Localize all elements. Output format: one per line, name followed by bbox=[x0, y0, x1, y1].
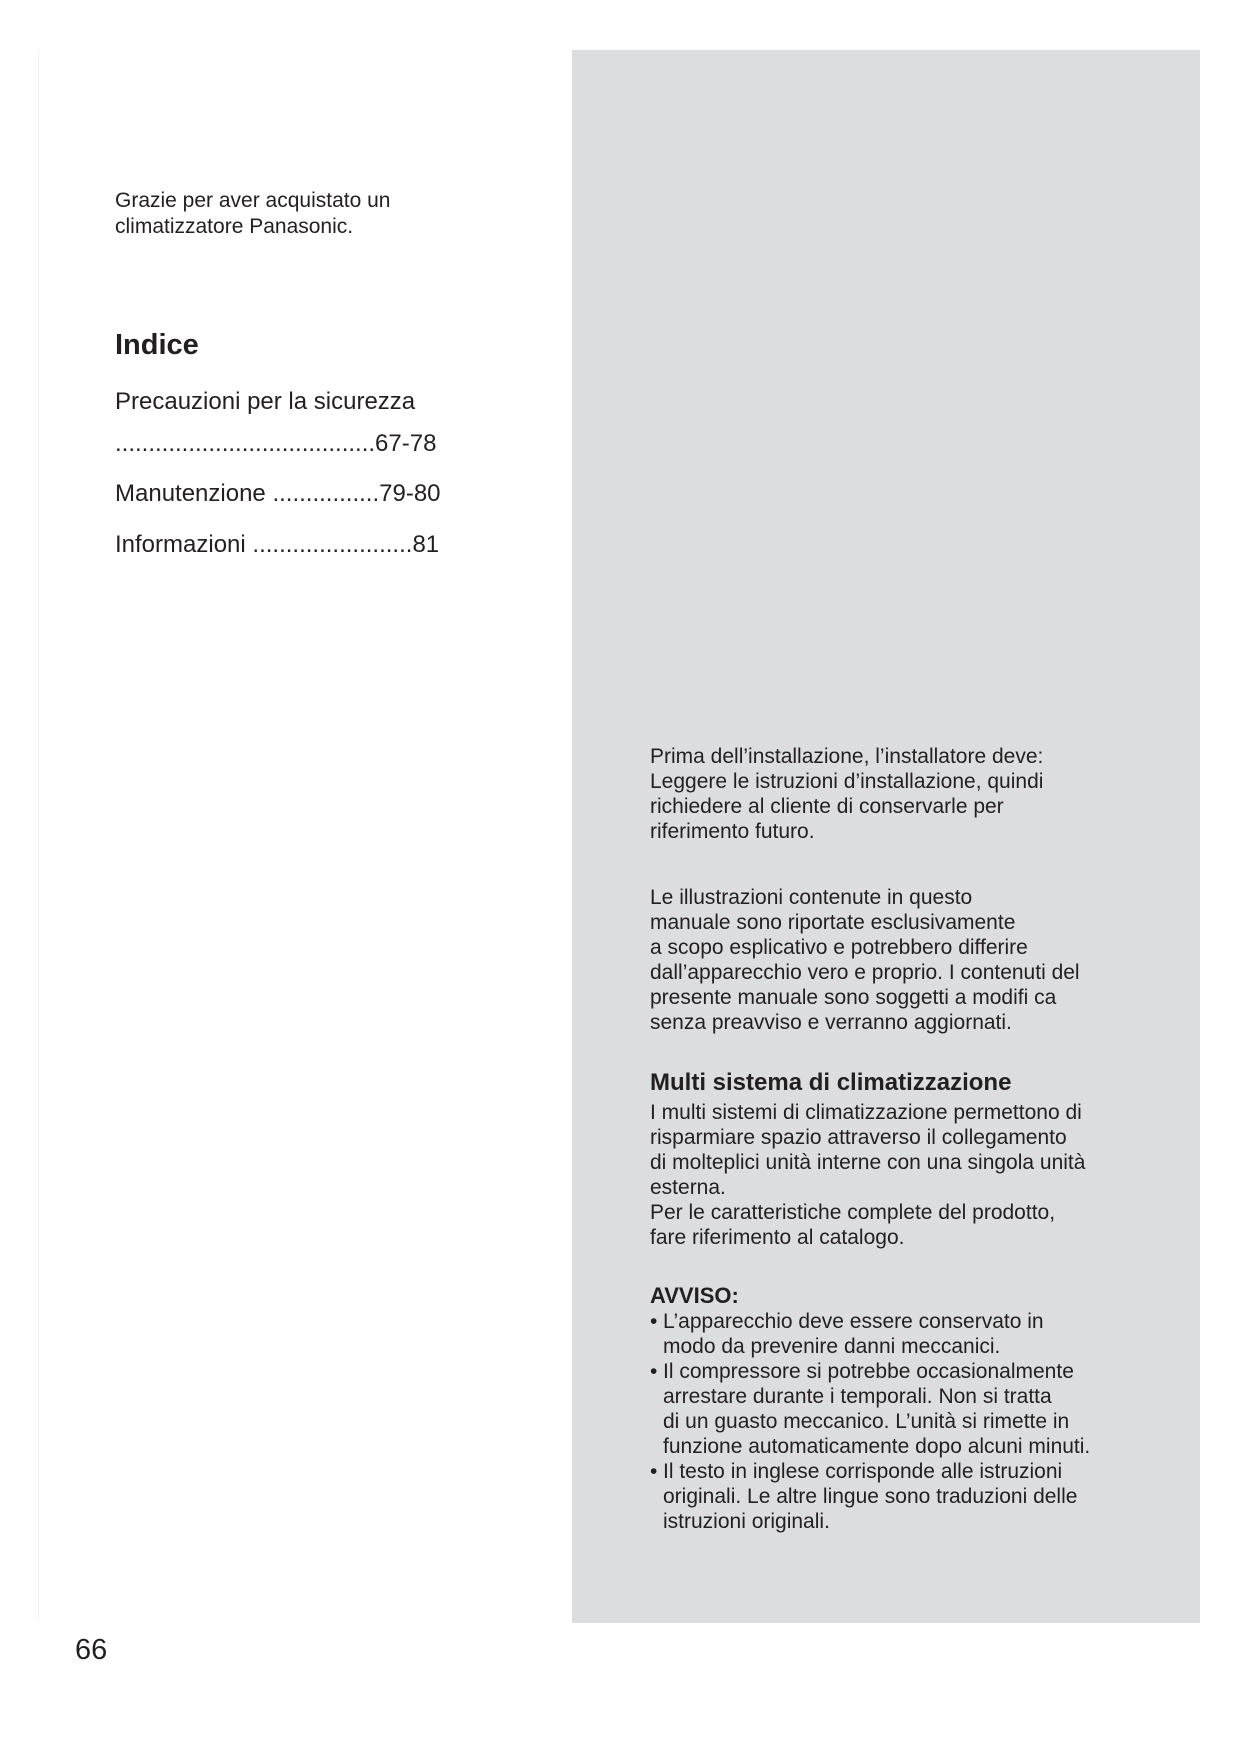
index-title: Indice bbox=[115, 329, 199, 361]
paragraph-line: Per le caratteristiche complete del prodotto, bbox=[650, 1201, 1056, 1224]
paragraph-line: senza preavviso e verranno aggiornati. bbox=[650, 1011, 1012, 1034]
toc-item-label: Informazioni bbox=[115, 531, 246, 558]
notice-list bbox=[650, 1309, 1150, 1534]
paragraph-line: Prima dell’installazione, l’installatore deve: bbox=[650, 745, 1044, 768]
notice-item bbox=[650, 1359, 1150, 1459]
notice-line: modo da prevenire danni meccanici. bbox=[663, 1335, 1001, 1358]
toc-item-maintenance bbox=[115, 478, 441, 510]
page-number: 66 bbox=[75, 1634, 108, 1666]
notice-line: Il compressore si potrebbe occasionalmente bbox=[663, 1360, 1074, 1383]
paragraph-line: dall’apparecchio vero e proprio. I contenuti del bbox=[650, 961, 1080, 984]
notice-line: arrestare durante i temporali. Non si tratta bbox=[663, 1385, 1052, 1408]
paragraph-line: a scopo esplicativo e potrebbero differire bbox=[650, 936, 1028, 959]
paragraph-line: presente manuale sono soggetti a modifi ca bbox=[650, 986, 1057, 1009]
intro-line: Grazie per aver acquistato un bbox=[115, 189, 391, 212]
toc-item-information bbox=[115, 529, 439, 561]
toc-item-safety bbox=[115, 386, 475, 460]
toc-item-pages: ........................81 bbox=[252, 531, 440, 558]
installer-paragraph bbox=[650, 744, 1150, 844]
notice-line: istruzioni originali. bbox=[663, 1510, 830, 1533]
paragraph-line: manuale sono riportate esclusivamente bbox=[650, 911, 1016, 934]
illustrations-paragraph bbox=[650, 885, 1150, 1035]
paragraph-line: Leggere le istruzioni d’installazione, quindi bbox=[650, 770, 1044, 793]
paragraph-line: Le illustrazioni contenute in questo bbox=[650, 886, 973, 909]
paragraph-line: I multi sistemi di climatizzazione permettono di bbox=[650, 1101, 1082, 1124]
multi-system-heading: Multi sistema di climatizzazione bbox=[650, 1069, 1012, 1096]
paragraph-line: di molteplici unità interne con una singola unità bbox=[650, 1151, 1086, 1174]
notice-heading: AVVISO: bbox=[650, 1283, 739, 1308]
intro-line: climatizzatore Panasonic. bbox=[115, 215, 354, 238]
paragraph-line: richiedere al cliente di conservarle per bbox=[650, 795, 1004, 818]
paragraph-line: riferimento futuro. bbox=[650, 820, 815, 843]
paragraph-line: esterna. bbox=[650, 1176, 726, 1199]
bullet-icon: • bbox=[650, 1460, 658, 1483]
notice-item bbox=[650, 1309, 1150, 1359]
toc-item-label: Manutenzione bbox=[115, 480, 266, 507]
notice-line: funzione automaticamente dopo alcuni minuti. bbox=[663, 1435, 1091, 1458]
notice-line: originali. Le altre lingue sono traduzioni delle bbox=[663, 1485, 1078, 1508]
notice-line: Il testo in inglese corrisponde alle istruzioni bbox=[663, 1460, 1063, 1483]
page-edge-line bbox=[38, 50, 39, 1620]
notice-item bbox=[650, 1459, 1150, 1534]
paragraph-line: fare riferimento al catalogo. bbox=[650, 1226, 905, 1249]
bullet-icon: • bbox=[650, 1310, 658, 1333]
multi-system-paragraph bbox=[650, 1100, 1150, 1250]
notice-line: L’apparecchio deve essere conservato in bbox=[663, 1310, 1044, 1333]
paragraph-line: risparmiare spazio attraverso il collegamento bbox=[650, 1126, 1067, 1149]
intro-text bbox=[115, 188, 495, 240]
bullet-icon: • bbox=[650, 1360, 658, 1383]
toc-item-pages: ................79-80 bbox=[272, 480, 441, 507]
toc-item-pages: .......................................67-78 bbox=[115, 430, 437, 457]
notice-line: di un guasto meccanico. L’unità si rimette in bbox=[663, 1410, 1070, 1433]
toc-item-label: Precauzioni per la sicurezza bbox=[115, 388, 416, 415]
